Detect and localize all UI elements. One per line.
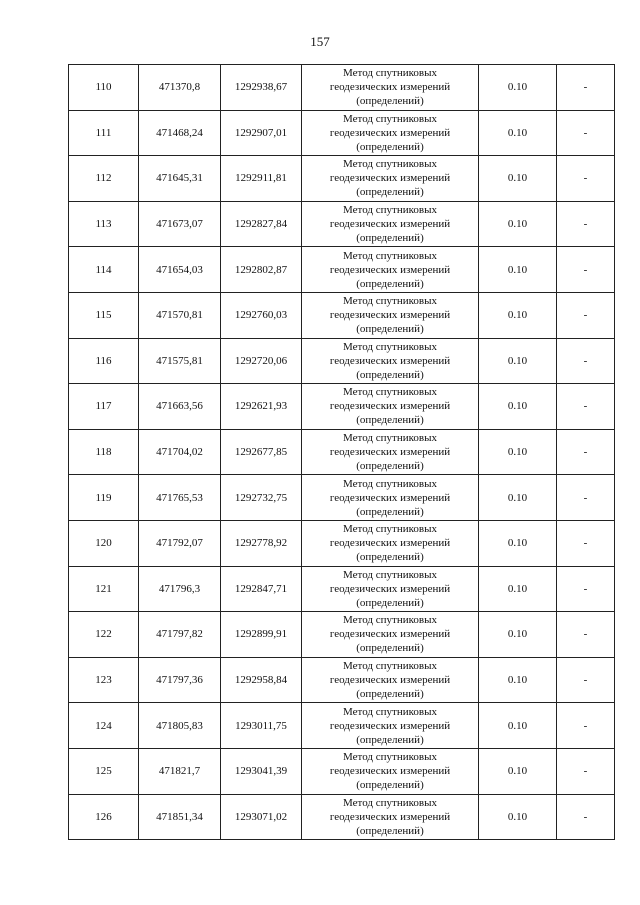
note-cell: - (557, 657, 615, 703)
table-row (69, 338, 615, 384)
accuracy-cell: 0.10 (479, 520, 557, 566)
method-line: Метод спутниковых (343, 796, 437, 809)
point-number-cell: 124 (69, 703, 139, 749)
y-coordinate-cell: 1292827,84 (221, 201, 302, 247)
point-number-cell: 115 (69, 292, 139, 338)
note-cell: - (557, 247, 615, 293)
x-coordinate-cell: 471673,07 (139, 201, 221, 247)
y-coordinate-cell: 1292938,67 (221, 65, 302, 111)
coordinates-table (68, 64, 615, 840)
method-line: геодезических измерений (329, 81, 451, 94)
note-cell: - (557, 520, 615, 566)
method-line: Метод спутниковых (343, 386, 437, 399)
point-number-cell: 111 (69, 110, 139, 156)
method-cell (302, 65, 479, 111)
method-line: (определений) (356, 186, 424, 199)
method-cell (302, 475, 479, 521)
method-line: (определений) (356, 824, 424, 837)
point-number-cell: 123 (69, 657, 139, 703)
note-cell: - (557, 338, 615, 384)
x-coordinate-cell: 471792,07 (139, 520, 221, 566)
y-coordinate-cell: 1292732,75 (221, 475, 302, 521)
note-cell: - (557, 156, 615, 202)
method-cell (302, 429, 479, 475)
method-line: (определений) (356, 368, 424, 381)
accuracy-cell: 0.10 (479, 794, 557, 840)
method-line: Метод спутниковых (343, 568, 437, 581)
method-line: (определений) (356, 140, 424, 153)
table-row (69, 156, 615, 202)
accuracy-cell: 0.10 (479, 475, 557, 521)
page-number: 157 (310, 34, 330, 49)
method-line: Метод спутниковых (343, 660, 437, 673)
note-cell: - (557, 429, 615, 475)
accuracy-cell: 0.10 (479, 703, 557, 749)
y-coordinate-cell: 1292907,01 (221, 110, 302, 156)
method-line: геодезических измерений (329, 628, 451, 641)
note-cell: - (557, 475, 615, 521)
y-coordinate-cell: 1292677,85 (221, 429, 302, 475)
method-cell (302, 292, 479, 338)
table-row (69, 520, 615, 566)
method-line: Метод спутниковых (343, 249, 437, 262)
method-line: геодезических измерений (329, 446, 451, 459)
method-line: Метод спутниковых (343, 751, 437, 764)
x-coordinate-cell: 471663,56 (139, 384, 221, 430)
method-line: Метод спутниковых (343, 523, 437, 536)
point-number-cell: 126 (69, 794, 139, 840)
point-number-cell: 114 (69, 247, 139, 293)
method-cell (302, 703, 479, 749)
x-coordinate-cell: 471797,36 (139, 657, 221, 703)
note-cell: - (557, 612, 615, 658)
y-coordinate-cell: 1292760,03 (221, 292, 302, 338)
note-cell: - (557, 384, 615, 430)
method-line: геодезических измерений (329, 172, 451, 185)
method-line: геодезических измерений (329, 719, 451, 732)
table-row (69, 65, 615, 111)
method-line: геодезических измерений (329, 354, 451, 367)
point-number-cell: 120 (69, 520, 139, 566)
x-coordinate-cell: 471851,34 (139, 794, 221, 840)
method-line: Метод спутниковых (343, 432, 437, 445)
method-cell (302, 657, 479, 703)
point-number-cell: 122 (69, 612, 139, 658)
table-row (69, 612, 615, 658)
accuracy-cell: 0.10 (479, 247, 557, 293)
y-coordinate-cell: 1292899,91 (221, 612, 302, 658)
method-cell (302, 156, 479, 202)
method-line: геодезических измерений (329, 537, 451, 550)
method-line: геодезических измерений (329, 400, 451, 413)
y-coordinate-cell: 1292621,93 (221, 384, 302, 430)
x-coordinate-cell: 471796,3 (139, 566, 221, 612)
y-coordinate-cell: 1292911,81 (221, 156, 302, 202)
table-row (69, 292, 615, 338)
method-line: геодезических измерений (329, 309, 451, 322)
note-cell: - (557, 292, 615, 338)
method-line: (определений) (356, 596, 424, 609)
x-coordinate-cell: 471575,81 (139, 338, 221, 384)
y-coordinate-cell: 1292720,06 (221, 338, 302, 384)
x-coordinate-cell: 471645,31 (139, 156, 221, 202)
y-coordinate-cell: 1293011,75 (221, 703, 302, 749)
method-line: Метод спутниковых (343, 158, 437, 171)
point-number-cell: 118 (69, 429, 139, 475)
method-cell (302, 110, 479, 156)
note-cell: - (557, 566, 615, 612)
method-line: геодезических измерений (329, 263, 451, 276)
method-line: (определений) (356, 232, 424, 245)
y-coordinate-cell: 1292958,84 (221, 657, 302, 703)
x-coordinate-cell: 471704,02 (139, 429, 221, 475)
method-cell (302, 247, 479, 293)
method-cell (302, 384, 479, 430)
x-coordinate-cell: 471765,53 (139, 475, 221, 521)
x-coordinate-cell: 471821,7 (139, 748, 221, 794)
accuracy-cell: 0.10 (479, 201, 557, 247)
note-cell: - (557, 703, 615, 749)
method-line: Метод спутниковых (343, 112, 437, 125)
point-number-cell: 125 (69, 748, 139, 794)
coordinates-table-body (69, 65, 615, 840)
table-row (69, 794, 615, 840)
method-line: (определений) (356, 779, 424, 792)
method-line: (определений) (356, 733, 424, 746)
y-coordinate-cell: 1292847,71 (221, 566, 302, 612)
point-number-cell: 112 (69, 156, 139, 202)
point-number-cell: 113 (69, 201, 139, 247)
accuracy-cell: 0.10 (479, 429, 557, 475)
method-line: Метод спутниковых (343, 614, 437, 627)
accuracy-cell: 0.10 (479, 566, 557, 612)
method-cell (302, 201, 479, 247)
y-coordinate-cell: 1293071,02 (221, 794, 302, 840)
point-number-cell: 119 (69, 475, 139, 521)
y-coordinate-cell: 1292802,87 (221, 247, 302, 293)
method-cell (302, 794, 479, 840)
method-line: геодезических измерений (329, 126, 451, 139)
table-row (69, 429, 615, 475)
table-row (69, 657, 615, 703)
accuracy-cell: 0.10 (479, 156, 557, 202)
x-coordinate-cell: 471654,03 (139, 247, 221, 293)
table-row (69, 703, 615, 749)
note-cell: - (557, 794, 615, 840)
method-line: (определений) (356, 277, 424, 290)
note-cell: - (557, 65, 615, 111)
x-coordinate-cell: 471805,83 (139, 703, 221, 749)
note-cell: - (557, 110, 615, 156)
method-line: Метод спутниковых (343, 295, 437, 308)
x-coordinate-cell: 471370,8 (139, 65, 221, 111)
point-number-cell: 116 (69, 338, 139, 384)
method-line: (определений) (356, 460, 424, 473)
method-cell (302, 566, 479, 612)
table-row (69, 201, 615, 247)
table-row (69, 748, 615, 794)
method-line: (определений) (356, 414, 424, 427)
method-line: Метод спутниковых (343, 705, 437, 718)
table-row (69, 384, 615, 430)
accuracy-cell: 0.10 (479, 292, 557, 338)
accuracy-cell: 0.10 (479, 612, 557, 658)
point-number-cell: 110 (69, 65, 139, 111)
point-number-cell: 121 (69, 566, 139, 612)
method-line: геодезических измерений (329, 582, 451, 595)
note-cell: - (557, 201, 615, 247)
accuracy-cell: 0.10 (479, 748, 557, 794)
method-line: геодезических измерений (329, 810, 451, 823)
method-line: Метод спутниковых (343, 67, 437, 80)
method-line: (определений) (356, 551, 424, 564)
table-row (69, 566, 615, 612)
method-line: Метод спутниковых (343, 340, 437, 353)
point-number-cell: 117 (69, 384, 139, 430)
accuracy-cell: 0.10 (479, 110, 557, 156)
accuracy-cell: 0.10 (479, 384, 557, 430)
note-cell: - (557, 748, 615, 794)
method-line: Метод спутниковых (343, 204, 437, 217)
method-line: Метод спутниковых (343, 477, 437, 490)
method-line: геодезических измерений (329, 491, 451, 504)
method-line: (определений) (356, 505, 424, 518)
method-cell (302, 338, 479, 384)
method-line: (определений) (356, 688, 424, 701)
method-line: (определений) (356, 642, 424, 655)
table-row (69, 475, 615, 521)
method-line: геодезических измерений (329, 674, 451, 687)
accuracy-cell: 0.10 (479, 657, 557, 703)
table-row (69, 110, 615, 156)
accuracy-cell: 0.10 (479, 338, 557, 384)
x-coordinate-cell: 471570,81 (139, 292, 221, 338)
y-coordinate-cell: 1293041,39 (221, 748, 302, 794)
method-cell (302, 748, 479, 794)
method-cell (302, 612, 479, 658)
method-line: (определений) (356, 323, 424, 336)
x-coordinate-cell: 471468,24 (139, 110, 221, 156)
y-coordinate-cell: 1292778,92 (221, 520, 302, 566)
method-line: геодезических измерений (329, 765, 451, 778)
table-row (69, 247, 615, 293)
x-coordinate-cell: 471797,82 (139, 612, 221, 658)
accuracy-cell: 0.10 (479, 65, 557, 111)
method-line: геодезических измерений (329, 218, 451, 231)
method-line: (определений) (356, 95, 424, 108)
method-cell (302, 520, 479, 566)
